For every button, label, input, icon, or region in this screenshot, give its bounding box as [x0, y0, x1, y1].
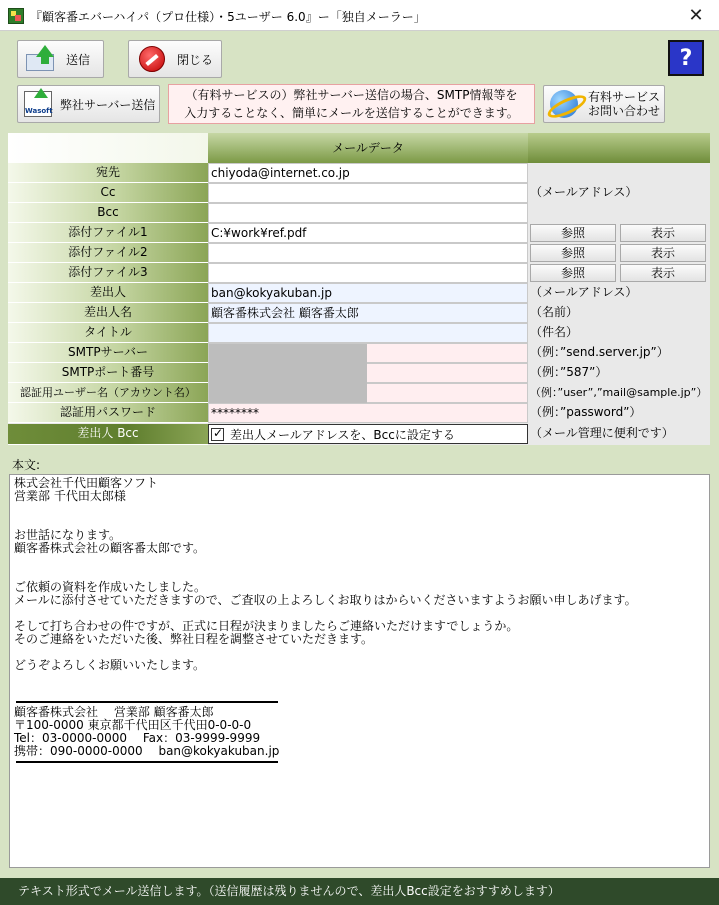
label-cc: Cc — [8, 183, 208, 203]
redacted-block — [209, 344, 367, 403]
paid-service-inquiry-button[interactable]: 有料サービス お問い合わせ — [543, 85, 665, 123]
help-icon: ? — [679, 45, 693, 71]
sender-bcc-checkbox-row[interactable] — [208, 424, 528, 444]
stop-icon — [139, 46, 165, 72]
label-attach1: 添付ファイル1 — [8, 223, 208, 243]
sender-bcc-note: （メール管理に便利です） — [530, 426, 674, 440]
label-sender-name: 差出人名 — [8, 303, 208, 323]
smtp-port-note: （例：”587”） — [530, 365, 608, 379]
company-server-send-label: 弊社サーバー送信 — [60, 97, 156, 112]
label-sender-bcc: 差出人 Bcc — [8, 424, 208, 445]
sender-bcc-checkbox[interactable] — [211, 428, 224, 441]
bcc-field[interactable] — [208, 203, 528, 223]
body-text — [14, 477, 705, 698]
send-button-label: 送信 — [66, 52, 91, 67]
label-smtp-port: SMTPポート番号 — [8, 363, 208, 383]
label-bcc: Bcc — [8, 203, 208, 223]
attach2-show-button[interactable]: 表示 — [620, 244, 706, 262]
address-note: （メールアドレス） — [530, 185, 638, 199]
body-line: そして打ち合わせの件ですが、正式に日程が決まりましたらご連絡いただけますでしょうか。 — [14, 619, 519, 633]
subject-note: （件名） — [530, 325, 579, 339]
sender-name-note: （名前） — [530, 305, 579, 319]
body-line: お世話になります。 — [14, 528, 122, 542]
signature-top-rule — [16, 701, 278, 703]
body-line — [14, 672, 705, 685]
label-attach2: 添付ファイル2 — [8, 243, 208, 263]
label-attach3: 添付ファイル3 — [8, 263, 208, 283]
help-button[interactable] — [668, 40, 704, 76]
send-mail-icon — [26, 47, 56, 71]
body-line — [14, 685, 705, 698]
attach1-browse-button[interactable]: 参照 — [530, 224, 616, 242]
attach3-field[interactable] — [208, 263, 528, 283]
signature-text — [14, 706, 705, 758]
label-to: 宛先 — [8, 163, 208, 183]
attach3-show-button[interactable]: 表示 — [620, 264, 706, 282]
cc-field[interactable] — [208, 183, 528, 203]
body-line: ご依頼の資料を作成いたしました。 — [14, 580, 207, 594]
close-button-label: 閉じる — [177, 52, 214, 67]
sender-field[interactable]: ban@kokyakuban.jp — [208, 283, 528, 303]
signature-line: 携帯：090-0000-0000 ban@kokyakuban.jp — [14, 744, 280, 758]
signature-line: 顧客番株式会社 営業部 顧客番太郎 — [14, 705, 214, 719]
label-auth-pass: 認証用パスワード — [8, 403, 208, 423]
title-bar — [0, 0, 719, 31]
send-button[interactable] — [17, 40, 104, 78]
label-subject: タイトル — [8, 323, 208, 343]
label-auth-user: 認証用ユーザー名（アカウント名） — [8, 383, 208, 403]
window-title: 『顧客番エバーハイパ（プロ仕様）・5ユーザー 6.0』ー「独自メーラー」 — [30, 10, 426, 24]
smtp-server-note: （例：”send.server.jp”） — [530, 345, 669, 359]
close-button[interactable] — [128, 40, 222, 78]
body-line: 顧客番株式会社の顧客番太郎です。 — [14, 541, 206, 555]
body-line: どうぞよろしくお願いいたします。 — [14, 658, 206, 672]
grid-header-left — [8, 133, 208, 163]
globe-icon — [550, 90, 578, 118]
attach1-show-button[interactable]: 表示 — [620, 224, 706, 242]
wasoft-send-icon: Wasoft — [24, 91, 52, 117]
paid-service-info: （有料サービスの）弊社サーバー送信の場合、SMTP情報等を 入力することなく、簡単にメールを送信することができます。 — [168, 84, 535, 124]
body-textarea[interactable] — [9, 474, 710, 868]
body-line — [14, 503, 705, 516]
grid-header-right — [528, 133, 710, 163]
company-server-send-button[interactable] — [17, 85, 160, 123]
attach1-field[interactable]: C:¥work¥ref.pdf — [208, 223, 528, 243]
signature-bottom-rule — [16, 761, 278, 763]
attach2-field[interactable] — [208, 243, 528, 263]
body-line: 営業部 千代田太郎様 — [14, 489, 126, 503]
body-line: そのご連絡をいただいた後、弊社日程を調整させていただきます。 — [14, 632, 374, 646]
auth-pass-note: （例：”password”） — [530, 405, 642, 419]
auth-user-note: （例：”user”,”mail@sample.jp”） — [530, 386, 708, 399]
sender-note: （メールアドレス） — [530, 285, 638, 299]
attach3-browse-button[interactable]: 参照 — [530, 264, 616, 282]
attach2-browse-button[interactable]: 参照 — [530, 244, 616, 262]
signature-line: Tel：03-0000-0000 Fax：03-9999-9999 — [14, 731, 261, 745]
body-line: メールに添付させていただきますので、ご査収の上よろしくお取りはからいくださいますようお願い申しあげます。 — [14, 593, 637, 607]
grid-header-mail-data: メールデータ — [208, 133, 528, 163]
label-smtp-server: SMTPサーバー — [8, 343, 208, 363]
label-sender: 差出人 — [8, 283, 208, 303]
sender-bcc-checkbox-label: 差出人メールアドレスを、Bccに設定する — [230, 427, 455, 442]
to-field[interactable]: chiyoda@internet.co.jp — [208, 163, 528, 183]
sender-name-field[interactable]: 顧客番株式会社 顧客番太郎 — [208, 303, 528, 323]
app-icon — [8, 8, 24, 24]
signature-line: 〒100-0000 東京都千代田区千代田0-0-0-0 — [14, 718, 252, 732]
body-line: 株式会社千代田顧客ソフト — [14, 476, 159, 490]
body-line — [14, 555, 705, 568]
subject-field[interactable] — [208, 323, 528, 343]
window-close-button[interactable]: ✕ — [688, 5, 704, 26]
body-label: 本文: — [12, 458, 41, 472]
status-bar: テキスト形式でメール送信します。（送信履歴は残りませんので、差出人Bcc設定をおすすめします） — [0, 878, 719, 905]
auth-pass-field[interactable]: ******** — [208, 403, 528, 423]
